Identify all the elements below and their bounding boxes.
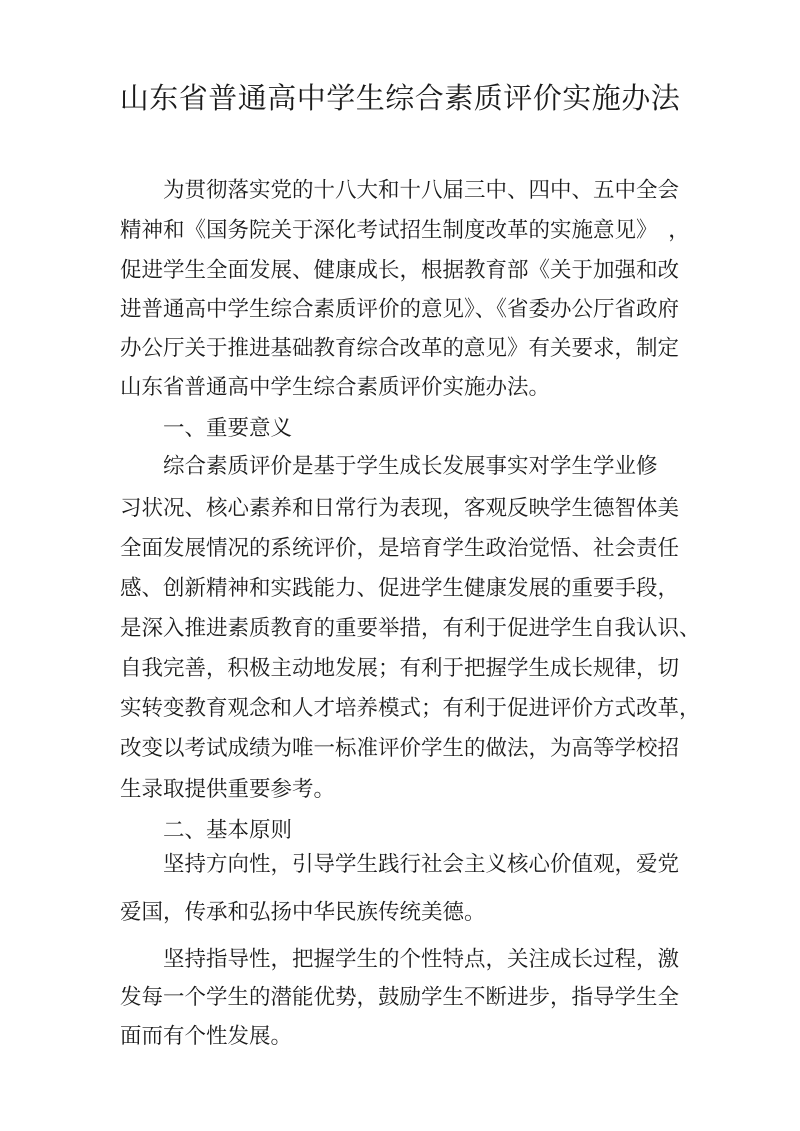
paragraph-line: 促进学生全面发展、健康成长，根据教育部《关于加强和改 xyxy=(120,258,680,283)
paragraph-line: 是深入推进素质教育的重要举措，有利于促进学生自我认识、 xyxy=(120,616,701,641)
paragraph-line: 习状况、核心素养和日常行为表现，客观反映学生德智体美 xyxy=(120,496,680,521)
paragraph-line: 改变以考试成绩为唯一标准评价学生的做法，为高等学校招 xyxy=(120,736,680,761)
paragraph-line: 实转变教育观念和人才培养模式；有利于促进评价方式改革， xyxy=(120,696,701,721)
paragraph-line: 坚持方向性，引导学生践行社会主义核心价值观，爱党 xyxy=(163,852,680,877)
paragraph-line: 为贯彻落实党的十八大和十八届三中、四中、五中全会 xyxy=(163,178,680,203)
paragraph-line: 精神和《国务院关于深化考试招生制度改革的实施意见》 ， xyxy=(120,218,690,243)
paragraph-line: 坚持指导性，把握学生的个性特点，关注成长过程，激 xyxy=(163,947,680,972)
paragraph-line: 爱国，传承和弘扬中华民族传统美德。 xyxy=(120,900,486,925)
section-heading: 一、重要意义 xyxy=(163,416,293,441)
paragraph-line: 面而有个性发展。 xyxy=(120,1024,293,1049)
document-title: 山东省普通高中学生综合素质评价实施办法 xyxy=(119,81,681,115)
paragraph-line: 进普通高中学生综合素质评价的意见》、《省委办公厅省政府 xyxy=(120,297,680,322)
paragraph-line: 综合素质评价是基于学生成长发展事实对学生学业修 xyxy=(163,454,658,479)
paragraph-line: 办公厅关于推进基础教育综合改革的意见》有关要求，制定 xyxy=(120,336,680,361)
section-heading: 二、基本原则 xyxy=(163,818,293,843)
paragraph-line: 发每一个学生的潜能优势，鼓励学生不断进步，指导学生全 xyxy=(120,985,680,1010)
paragraph-line: 生录取提供重要参考。 xyxy=(120,777,336,802)
paragraph-line: 山东省普通高中学生综合素质评价实施办法。 xyxy=(120,375,551,400)
paragraph-line: 全面发展情况的系统评价，是培育学生政治觉悟、社会责任 xyxy=(120,536,680,561)
paragraph-line: 感、创新精神和实践能力、促进学生健康发展的重要手段， xyxy=(120,576,680,601)
paragraph-line: 自我完善，积极主动地发展；有利于把握学生成长规律，切 xyxy=(120,656,680,681)
